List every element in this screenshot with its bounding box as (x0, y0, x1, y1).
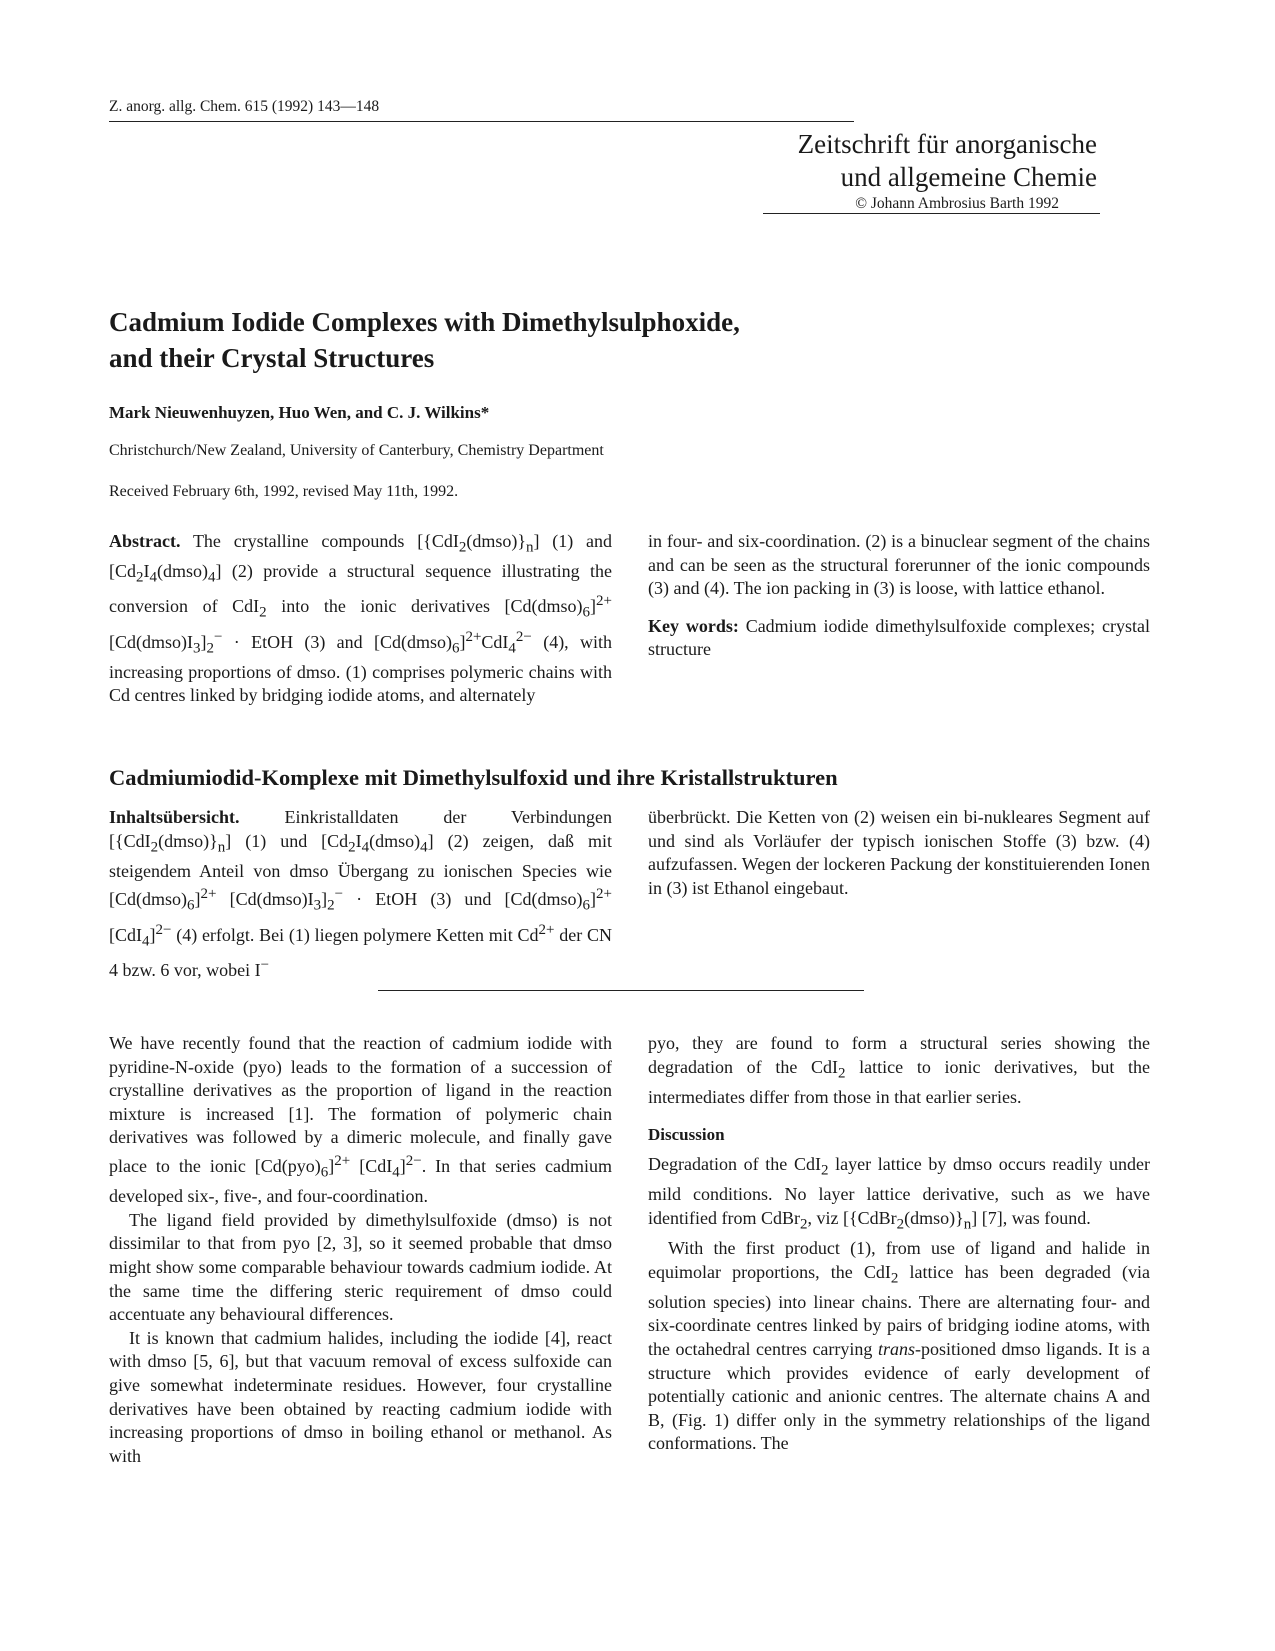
abstract-text-continued: in four- and six-coordination. (2) is a binuclear segment of the chains and can be seen as the structural forerunner of the ionic compounds (3) and (4). The ion packing in (3) is loose, with lattice ethanol. (648, 531, 1150, 599)
body-left-column (109, 1032, 612, 1468)
article-received-date: Received February 6th, 1992, revised May 11th, 1992. (109, 483, 459, 500)
journal-title-line1: Zeitschrift für anorganische (797, 129, 1097, 159)
keywords-text: Cadmium iodide dimethylsulfoxide complexes; crystal structure (648, 615, 1150, 660)
keywords-label: Key words: (648, 615, 739, 636)
german-summary-label: Inhaltsübersicht. (109, 807, 240, 827)
keywords (648, 615, 1150, 662)
header-rule-top (109, 121, 854, 122)
journal-masthead (798, 128, 1097, 214)
discussion-paragraph-2: With the first product (1), from use of ligand and halide in equimolar proportions, the CdI$_2$ lattice has been degraded (via solution species) into linear chains. There are alternating four- and six-coordinate centres linked by pairs of bridging iodine atoms, with the octahedral centres carrying trans-positioned dmso ligands. It is a structure which provides evidence of early development of potentially cationic and anionic centres. The alternate chains A and B, (Fig. 1) differ only in the symmetry relationships of the ligand conformations. The (648, 1237, 1150, 1454)
body-paragraph-4: pyo, they are found to form a structural series showing the degradation of the CdI$_2$ lattice to ionic derivatives, but the intermediates differ from those in that earlier series. (648, 1033, 1150, 1107)
german-summary-text: Inhaltsübersicht. Einkristalldaten der Verbindungen $[\{CdI_2(dmso)\}_n]$ (1) und $[Cd_2I_4(dmso)_4]$ (2) zeigen, daß mit steigendem Anteil von dmso Übergang zu ionischen Species wie $[Cd(dmso)_6]^{2+}$ $[Cd(dmso)I_3]_2^-$ · EtOH (3) und $[Cd(dmso)_6]^{2+}[CdI_4]^{2-}$ (4) erfolgt. Bei (1) liegen polymere Ketten mit $Cd^{2+}$ der CN 4 bzw. 6 vor, wobei I− (109, 807, 612, 980)
header-rule-journal (763, 213, 1100, 214)
article-title-line2: and their Crystal Structures (109, 343, 435, 373)
running-head-citation: Z. anorg. allg. Chem. 615 (1992) 143—148 (109, 98, 380, 115)
article-title (109, 304, 969, 376)
abstract-left-column (109, 530, 612, 708)
german-right-column (648, 806, 1150, 900)
body-paragraph-3: It is known that cadmium halides, including the iodide [4], react with dmso [5, 6], but that vacuum removal of excess sulfoxide can give somewhat indeterminate residues. However, four crystalline derivatives have been obtained by reacting cadmium iodide with increasing proportions of dmso in boiling ethanol or methanol. As with (109, 1327, 612, 1466)
german-summary-continued: überbrückt. Die Ketten von (2) weisen ein bi-nukleares Segment auf und sind als Vorläufer der typisch ionischen Stoffe (3) bzw. (4) aufzufassen. Wegen der lockeren Packung der konstituierenden Ionen in (3) ist Ethanol eingebaut. (648, 807, 1150, 898)
abstract-text: Abstract. The crystalline compounds $[\{CdI_2(dmso)\}_n]$ (1) and $[Cd_2I_4(dmso)_4]$ (2) provide a structural sequence illustrating the conversion of CdI$_2$ into the ionic derivatives $[Cd(dmso)_6]^{2+}$ $[Cd(dmso)I_3]_2^-$ · EtOH (3) and $[Cd(dmso)_6]^{2+}CdI_4^{2-}$ (4), with increasing proportions of dmso. (1) comprises polymeric chains with Cd centres linked by bridging iodide atoms, and alternately (109, 531, 612, 706)
body-paragraph-2: The ligand field provided by dimethylsulfoxide (dmso) is not dissimilar to that from pyo [2, 3], so it seemed probable that dmso might show some comparable behaviour towards cadmium iodide. At the same time the differing steric requirement of dmso could accentuate any behavioural differences. (109, 1209, 612, 1325)
journal-title-line2: und allgemeine Chemie (840, 162, 1097, 192)
article-title-line1: Cadmium Iodide Complexes with Dimethylsulphoxide, (109, 307, 740, 337)
article-affiliation: Christchurch/New Zealand, University of Canterbury, Chemistry Department (109, 442, 604, 459)
german-title: Cadmiumiodid-Komplexe mit Dimethylsulfoxid und ihre Kristallstrukturen (109, 765, 838, 790)
article-authors: Mark Nieuwenhuyzen, Huo Wen, and C. J. Wilkins* (109, 403, 490, 422)
discussion-heading: Discussion (648, 1125, 725, 1145)
body-paragraph-1: We have recently found that the reaction of cadmium iodide with pyridine-N-oxide (pyo) leads to the formation of a succession of crystalline derivatives as the proportion of ligand in the reaction mixture is increased [1]. The formation of polymeric chain derivatives was followed by a dimeric molecule, and finally gave place to the ionic $[Cd(pyo)_6]^{2+}$ $[CdI_4]^{2-}$. In that series cadmium developed six-, five-, and four-coordination. (109, 1033, 613, 1207)
body-right-column (648, 1032, 1150, 1456)
abstract-label: Abstract. (109, 531, 181, 551)
journal-copyright: © Johann Ambrosius Barth 1992 (855, 195, 1059, 212)
section-divider-rule (378, 990, 864, 991)
german-left-column (109, 806, 612, 982)
discussion-paragraph-1: Degradation of the CdI$_2$ layer lattice by dmso occurs readily under mild conditions. No layer lattice derivative, such as we have identified from CdBr$_2$, viz $[\{CdBr_2(dmso)\}_n]$ [7], was found. (648, 1153, 1150, 1233)
abstract-right-column (648, 530, 1150, 662)
